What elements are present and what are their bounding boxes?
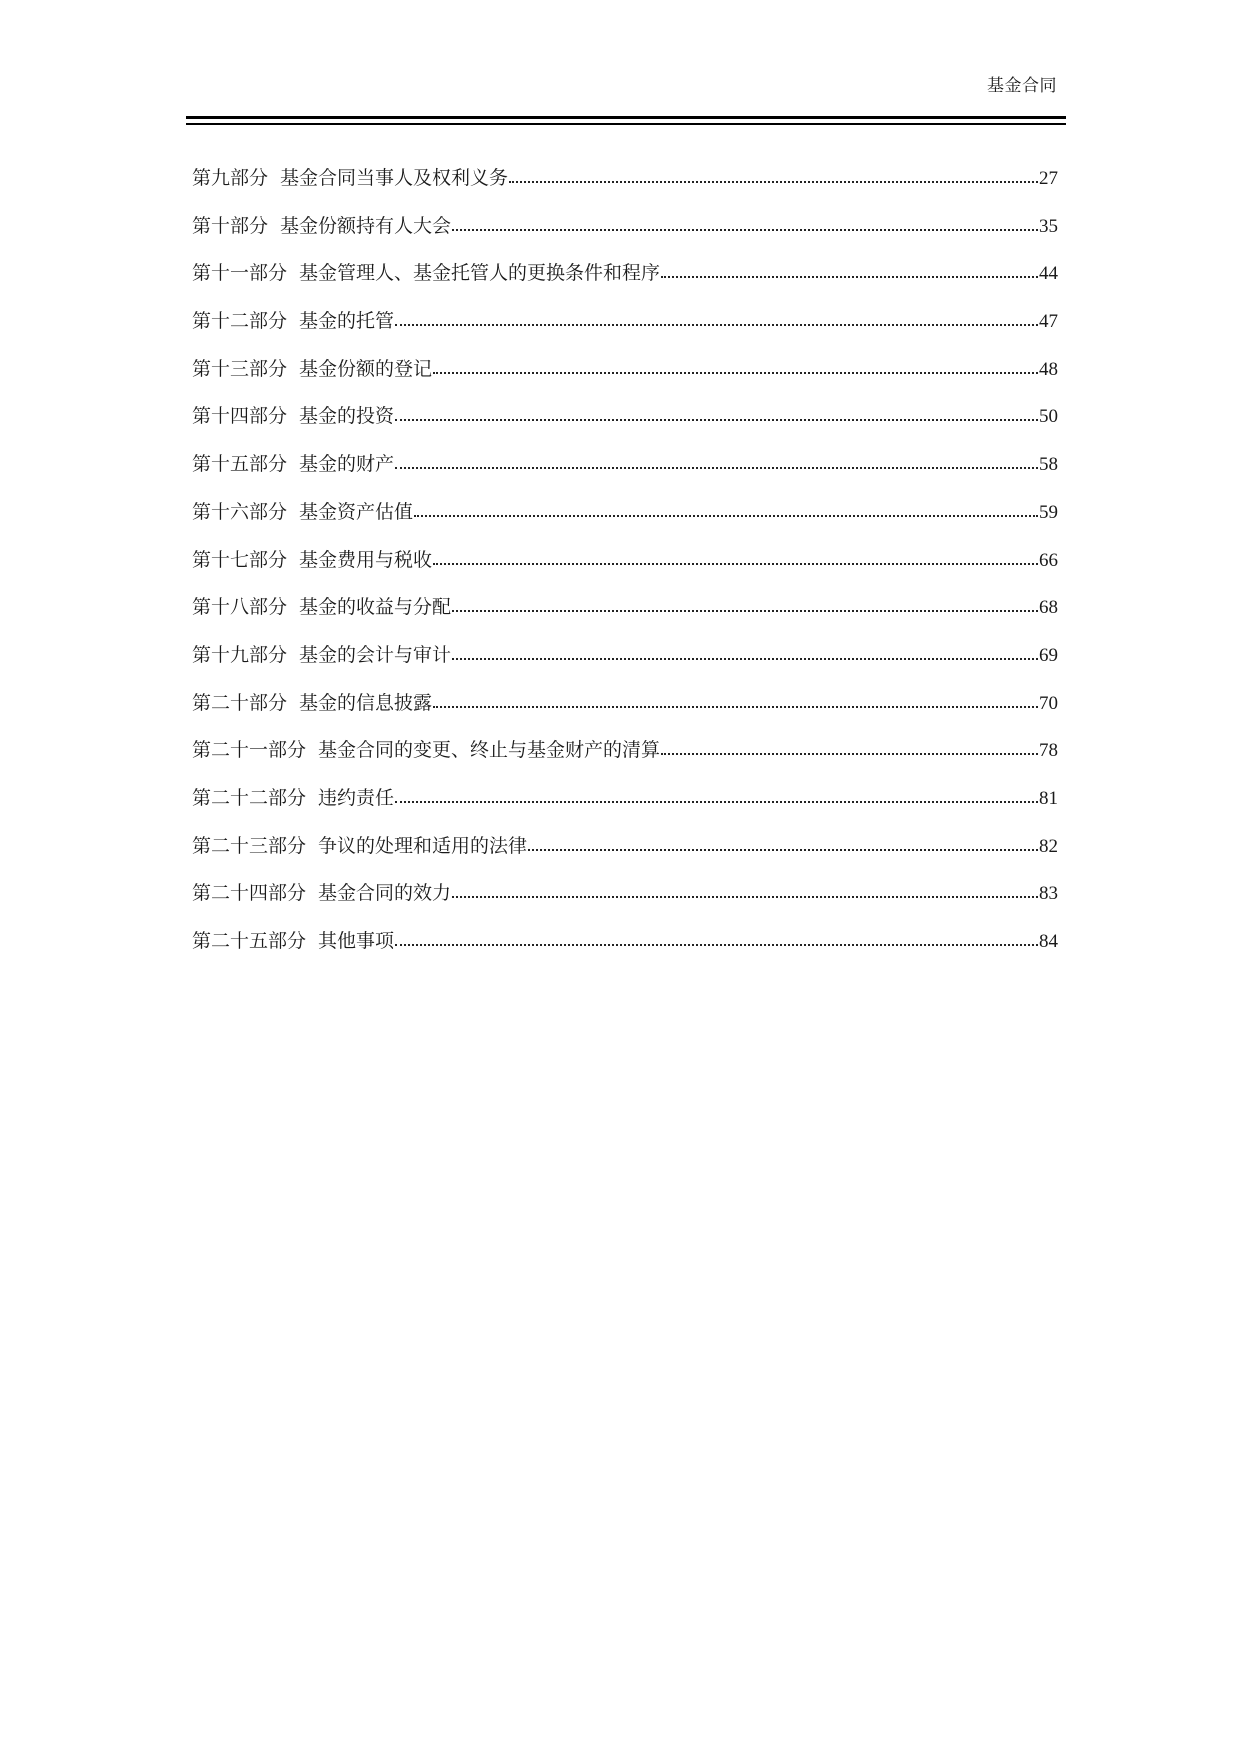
toc-entry-title: 基金资产估值 [299, 500, 414, 523]
toc-dot-leader [432, 546, 1039, 566]
toc-entry[interactable] [192, 641, 1058, 689]
toc-entry-title: 基金费用与税收 [299, 548, 433, 571]
toc-entry[interactable] [192, 784, 1058, 832]
toc-dot-leader [432, 689, 1039, 709]
toc-entry[interactable] [192, 736, 1058, 784]
toc-page-number: 82 [1039, 835, 1058, 857]
toc-entry[interactable] [192, 450, 1058, 498]
toc-page-number: 78 [1039, 740, 1058, 762]
toc-dot-leader [451, 212, 1039, 232]
toc-page-number: 84 [1039, 931, 1058, 952]
toc-dot-leader [394, 784, 1039, 804]
toc-entry[interactable] [192, 593, 1058, 641]
toc-entry-title: 基金份额的登记 [299, 357, 433, 380]
header-rule-thick [186, 116, 1066, 119]
toc-dot-leader [660, 736, 1039, 756]
toc-page-number: 68 [1039, 597, 1058, 619]
toc-page-number: 50 [1039, 406, 1058, 428]
toc-part-label: 第二十三部分 [192, 834, 307, 857]
page-header [186, 74, 1066, 134]
toc-entry[interactable] [192, 355, 1058, 403]
table-of-contents [192, 164, 1058, 975]
toc-part-label: 第十八部分 [192, 596, 288, 619]
toc-entry[interactable] [192, 832, 1058, 880]
toc-page-number: 69 [1039, 644, 1058, 666]
toc-page-number: 44 [1039, 263, 1058, 285]
toc-entry-title: 基金的投资 [299, 405, 395, 428]
toc-part-label: 第十四部分 [192, 405, 288, 428]
toc-entry-title: 基金份额持有人大会 [280, 214, 452, 237]
toc-part-label: 第二十四部分 [192, 882, 307, 905]
toc-page-number: 48 [1039, 358, 1058, 380]
toc-entry-title: 基金的收益与分配 [299, 596, 452, 619]
toc-part-label: 第十六部分 [192, 500, 288, 523]
toc-part-label: 第十部分 [192, 214, 269, 237]
toc-dot-leader [413, 498, 1039, 518]
toc-dot-leader [451, 641, 1039, 661]
toc-entry-title: 基金的信息披露 [299, 691, 433, 714]
toc-part-label: 第十三部分 [192, 357, 288, 380]
toc-page-number: 35 [1039, 215, 1058, 237]
toc-part-label: 第二十一部分 [192, 739, 307, 762]
toc-entry-title: 违约责任 [318, 786, 395, 809]
toc-page-number: 27 [1039, 168, 1058, 189]
toc-entry[interactable] [192, 927, 1058, 975]
toc-page-number: 47 [1039, 311, 1058, 333]
toc-part-label: 第九部分 [192, 167, 269, 189]
toc-part-label: 第二十五部分 [192, 930, 307, 952]
toc-entry[interactable] [192, 164, 1058, 212]
header-title: 基金合同 [987, 76, 1057, 96]
toc-entry-title: 基金管理人、基金托管人的更换条件和程序 [299, 262, 661, 285]
toc-part-label: 第二十部分 [192, 691, 288, 714]
toc-entry-title: 争议的处理和适用的法律 [318, 834, 528, 857]
toc-part-label: 第十九部分 [192, 643, 288, 666]
toc-entry-title: 基金合同当事人及权利义务 [280, 167, 509, 189]
toc-part-label: 第十二部分 [192, 310, 288, 333]
toc-part-label: 第十一部分 [192, 262, 288, 285]
toc-dot-leader [394, 927, 1039, 947]
toc-entry[interactable] [192, 498, 1058, 546]
toc-page-number: 66 [1039, 549, 1058, 571]
toc-page-number: 70 [1039, 692, 1058, 714]
toc-page-number: 58 [1039, 454, 1058, 476]
header-rule-thin [186, 123, 1066, 125]
toc-dot-leader [394, 402, 1039, 422]
toc-entry-title: 基金的财产 [299, 453, 395, 476]
toc-part-label: 第十七部分 [192, 548, 288, 571]
toc-dot-leader [527, 832, 1039, 852]
toc-dot-leader [394, 450, 1039, 470]
toc-entry[interactable] [192, 259, 1058, 307]
toc-part-label: 第二十二部分 [192, 786, 307, 809]
toc-entry[interactable] [192, 307, 1058, 355]
toc-dot-leader [451, 593, 1039, 613]
toc-entry-title: 基金合同的变更、终止与基金财产的清算 [318, 739, 661, 762]
toc-dot-leader [508, 164, 1039, 184]
toc-entry[interactable] [192, 212, 1058, 260]
toc-dot-leader [451, 879, 1039, 899]
toc-entry[interactable] [192, 402, 1058, 450]
toc-entry[interactable] [192, 546, 1058, 594]
toc-entry-title: 基金的会计与审计 [299, 643, 452, 666]
toc-entry-title: 其他事项 [318, 930, 395, 952]
toc-entry-title: 基金合同的效力 [318, 882, 452, 905]
toc-page-number: 59 [1039, 501, 1058, 523]
toc-entry-title: 基金的托管 [299, 310, 395, 333]
toc-entry[interactable] [192, 689, 1058, 737]
toc-dot-leader [660, 259, 1039, 279]
toc-page-number: 81 [1039, 787, 1058, 809]
toc-part-label: 第十五部分 [192, 453, 288, 476]
toc-dot-leader [432, 355, 1039, 375]
toc-page-number: 83 [1039, 883, 1058, 905]
toc-dot-leader [394, 307, 1039, 327]
toc-entry[interactable] [192, 879, 1058, 927]
